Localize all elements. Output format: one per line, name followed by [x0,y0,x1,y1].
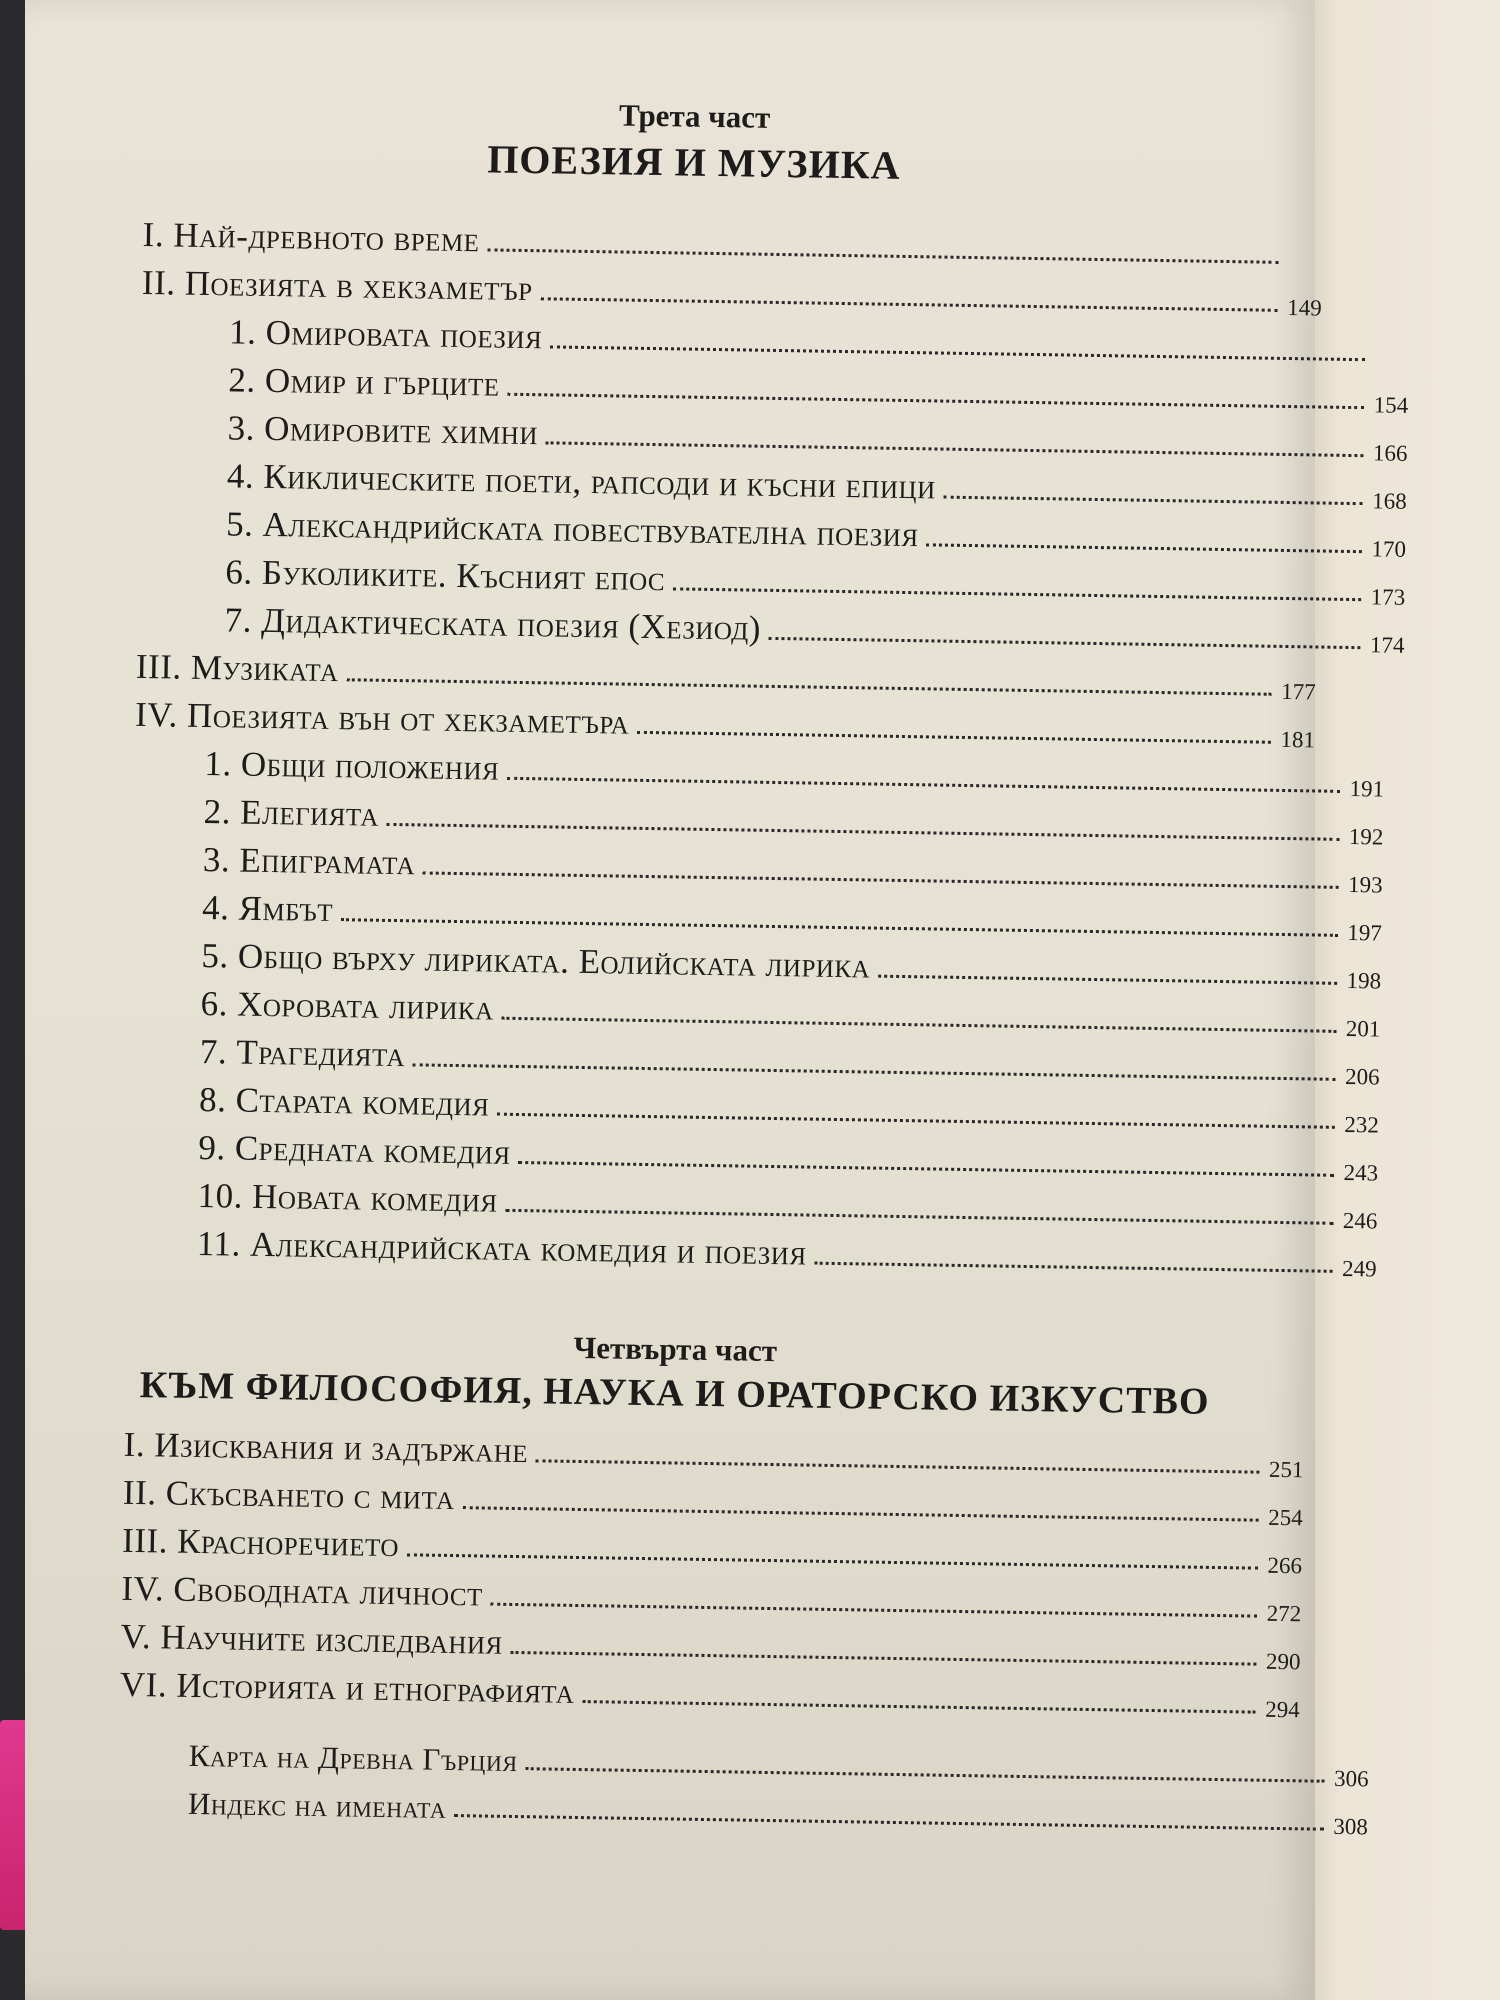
toc-entry-page: 306 [1333,1765,1369,1792]
toc-entry-page: 177 [1280,678,1316,705]
toc-entry-page: 251 [1268,1456,1304,1483]
toc-entry-page: 294 [1265,1696,1300,1723]
toc-entry-page: 173 [1370,584,1406,610]
toc-entry-page: 174 [1369,632,1405,658]
toc-entry-text: 6. Хоровата лирика [200,983,495,1028]
toc-entry-page: 154 [1373,392,1409,418]
toc-entry-text: Карта на Древна Гърция [188,1737,518,1779]
toc-entry-text: I. Изисквания и задържане [123,1424,529,1471]
toc-entry-text: II. Скъсването с мита [122,1472,455,1518]
toc-entry-page: 290 [1265,1648,1301,1675]
toc-entry-text: IV. Поезията вън от хекзаметъра [134,694,630,742]
dot-leader [511,1651,1257,1666]
toc-entry-page: 193 [1347,871,1383,898]
dot-leader [491,1603,1258,1618]
toc-entry-page: 192 [1348,824,1384,850]
dot-leader [637,731,1271,744]
toc-entry-page: 181 [1280,726,1316,753]
toc-entry-text: 10. Новата комедия [197,1175,498,1220]
toc-entry-page: 249 [1341,1255,1377,1282]
dot-leader [814,1262,1332,1273]
dot-leader [943,496,1362,506]
toc-entry-text: 5. Общо върху лириката. Еолийската лирика [201,935,871,986]
toc-entry-text: 1. Общи положения [204,744,500,788]
dot-leader [540,297,1277,312]
toc-entry-text: IV. Свободната личност [121,1568,484,1614]
dot-leader [878,975,1337,985]
toc-entry-page: 198 [1346,967,1382,994]
toc-entry-page: 170 [1371,536,1407,562]
dot-leader [454,1814,1324,1831]
toc-entry-page: 201 [1345,1015,1381,1042]
dot-leader [582,1700,1255,1714]
dot-leader [673,587,1361,601]
toc-entry-text: 2. Елегията [203,792,380,834]
toc-entry-text: 3. Епиграмата [202,840,416,883]
dot-leader [769,637,1361,649]
toc-entry-text: 11. Александрийската комедия и поезия [196,1223,807,1273]
toc-entry-text: I. Най-древното време [142,214,480,260]
toc-entry-text: V. Научните изследвания [120,1616,504,1662]
dot-leader [536,1459,1260,1473]
toc-entry-text: 3. Омировите химни [227,408,539,453]
toc-entry-text: 4. Киклическите поети, рапсоди и късни епици [226,456,936,507]
toc-entry-page: 246 [1342,1207,1378,1234]
toc-entry-text: II. Поезията в хекзаметър [141,262,533,309]
toc-entry-text: III. Красноречието [121,1520,400,1565]
toc-entry-text: III. Музиката [135,646,339,690]
toc-entry-text: Индекс на имената [187,1785,447,1825]
toc-entry-page: 197 [1347,919,1383,946]
toc-entry-page: 206 [1344,1063,1380,1090]
toc-entry-text: 7. Дидактическата поезия (Хезиод) [224,600,762,648]
toc-entry-page: 191 [1349,776,1385,802]
toc-entry-text: 9. Средната комедия [198,1127,511,1172]
table-of-contents [118,90,1409,1840]
dot-leader [926,543,1362,553]
book-page [25,0,1409,2000]
toc-entry-page: 308 [1333,1813,1369,1840]
toc-entry-text: 2. Омир и гърците [228,360,500,404]
toc-entry-text: 6. Буколиките. Късният епос [225,552,666,599]
toc-entry-text: 1. Омировата поезия [228,312,543,357]
toc-entry-text: 8. Старата комедия [198,1079,490,1124]
toc-entry-page: 232 [1344,1111,1380,1138]
toc-entry-page: 168 [1372,488,1407,514]
part4-label: Четвърта част [573,1329,778,1369]
toc-entry-text: 4. Ямбът [201,888,334,930]
toc-entry-page: 149 [1287,294,1322,321]
part3-title: ПОЕЗИЯ И МУЗИКА [486,136,901,188]
toc-entry-page: 272 [1266,1600,1302,1627]
toc-entry-page: 254 [1268,1504,1303,1531]
toc-entry-page: 166 [1372,440,1408,466]
toc-entry-page: 266 [1267,1552,1303,1579]
part3-label: Трета част [618,97,771,135]
toc-entry-page: 243 [1343,1159,1379,1186]
toc-entry-text: VI. Историята и етнографията [119,1664,575,1711]
toc-entry-text: 7. Трагедията [199,1031,406,1075]
part4-title: КЪМ ФИЛОСОФИЯ, НАУКА И ОРАТОРСКО ИЗКУСТВО [139,1364,1210,1423]
toc-entry-text: 5. Александрийската повествувателна поезия [225,504,919,555]
